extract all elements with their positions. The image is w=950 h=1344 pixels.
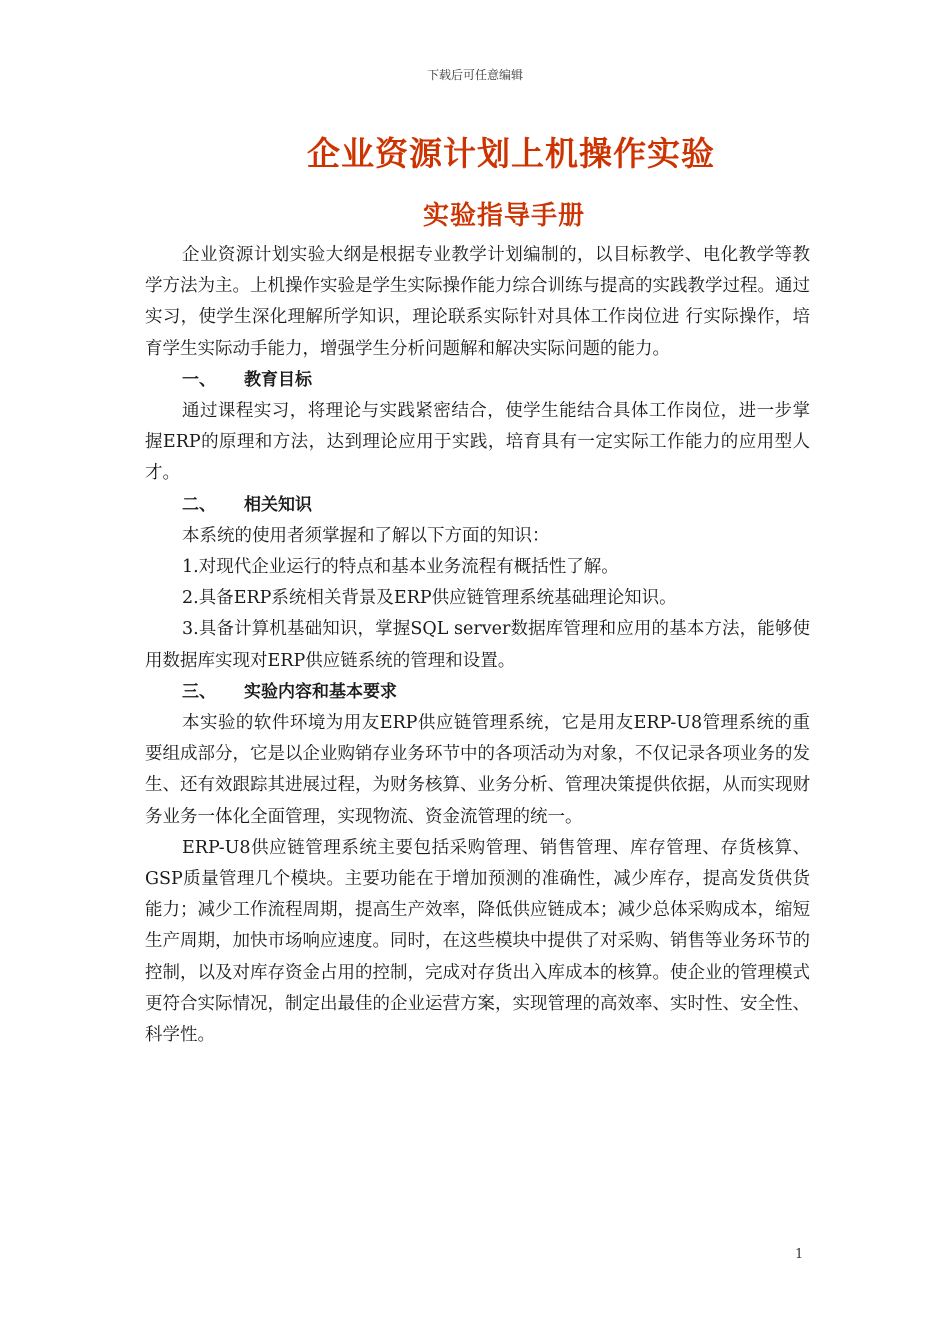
document-subtitle: 实验指导手册 <box>422 201 585 231</box>
section-heading-3 <box>145 677 810 708</box>
section-number: 三、 <box>182 681 216 702</box>
section-title: 相关知识 <box>244 494 312 515</box>
section-heading-2 <box>145 490 810 521</box>
section-2-paragraph-1: 本系统的使用者须掌握和了解以下方面的知识： <box>182 525 550 546</box>
section-heading-1 <box>145 365 810 396</box>
section-2-list-item-2: 2.具备ERP系统相关背景及ERP供应链管理系统基础理论知识。 <box>182 588 677 609</box>
section-1-paragraph-1: 通过课程实习，将理论与实践紧密结合，使学生能结合具体工作岗位，进一步掌握ERP的原理和方法，达到理论应用于实践，培育具有一定实际工作能力的应用型人才。 <box>145 401 810 484</box>
document-body <box>145 240 810 1051</box>
section-2-list-item-1: 1.对现代企业运行的特点和基本业务流程有概括性了解。 <box>182 557 619 578</box>
document-title: 企业资源计划上机操作实验 <box>307 134 715 173</box>
section-2-list-item-3: 3.具备计算机基础知识，掌握SQL server数据库管理和应用的基本方法，能够使用数据库实现对ERP供应链系统的管理和设置。 <box>145 619 810 671</box>
section-title: 教育目标 <box>244 369 312 390</box>
section-3-paragraph-1: 本实验的软件环境为用友ERP供应链管理系统，它是用友ERP-U8管理系统的重要组成部分，它是以企业购销存业务环节中的各项活动为对象，不仅记录各项业务的发生、还有效跟踪其进展过程，为财务核算、业务分析、管理决策提供依据，从而实现财务业务一体化全面管理，实现物流、资金流管理的统一。 <box>145 713 810 827</box>
section-number: 一、 <box>182 369 216 390</box>
intro-paragraph: 企业资源计划实验大纲是根据专业教学计划编制的，以目标教学、电化教学等教学方法为主。上机操作实验是学生实际操作能力综合训练与提高的实践教学过程。通过实习，使学生深化理解所学知识，理论联系实际针对具体工作岗位进 行实际操作，培育学生实际动手能力，增强学生分析问题解和解决实际问题的能力。 <box>145 245 810 359</box>
section-number: 二、 <box>182 494 216 515</box>
page-number: 1 <box>795 1247 804 1262</box>
section-title: 实验内容和基本要求 <box>244 681 397 702</box>
section-3-paragraph-2: ERP-U8供应链管理系统主要包括采购管理、销售管理、库存管理、存货核算、GSP质量管理几个模块。主要功能在于增加预测的准确性，减少库存，提高发货供货能力；减少工作流程周期，提高生产效率，降低供应链成本；减少总体采购成本，缩短生产周期，加快市场响应速度。同时，在这些模块中提供了对采购、销售等业务环节的控制，以及对库存资金占用的控制，完成对存货出入库成本的核算。使企业的管理模式更符合实际情况，制定出最佳的企业运营方案，实现管理的高效率、实时性、安全性、科学性。 <box>145 837 810 1046</box>
header-note: 下载后可任意编辑 <box>426 68 523 82</box>
